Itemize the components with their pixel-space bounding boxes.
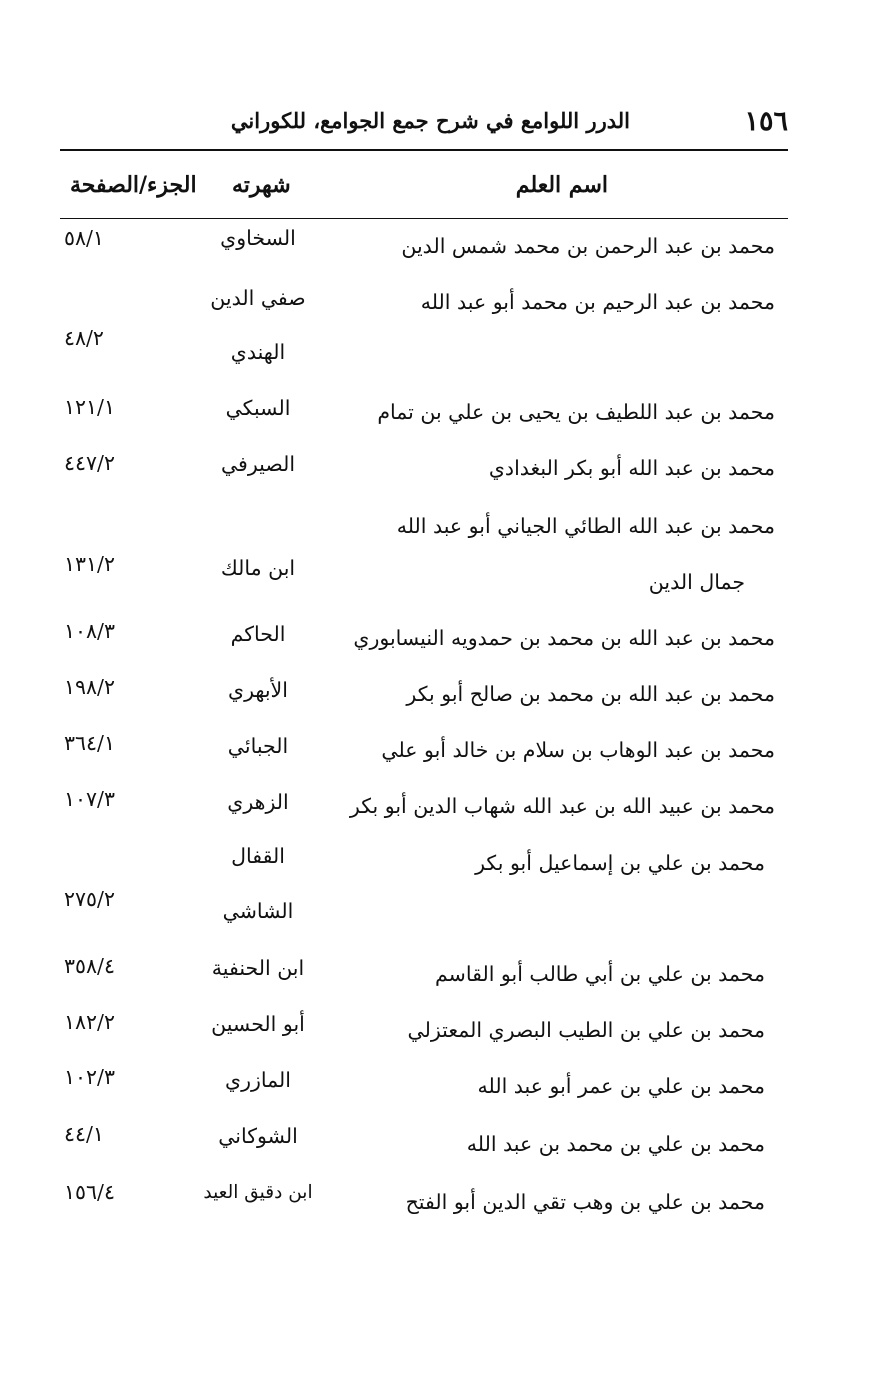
- row-fame: الجبائي: [227, 734, 289, 758]
- row-name: محمد بن عبد الله بن محمد بن حمدويه النيسابوري: [353, 626, 775, 650]
- row-page: ١٩٨/٢: [64, 675, 115, 699]
- row-fame: الزهري: [227, 790, 289, 814]
- row-name: محمد بن عبد الرحيم بن محمد أبو عبد الله: [420, 290, 775, 314]
- row-fame: صفي الدين: [210, 286, 306, 310]
- row-page: ١٠٨/٣: [64, 619, 115, 643]
- row-page: ٤٨/٢: [64, 326, 104, 350]
- row-fame: الشوكاني: [218, 1124, 298, 1148]
- running-header: [60, 104, 788, 144]
- row-fame: السبكي: [225, 396, 291, 420]
- row-page: ٣٦٤/١: [64, 731, 115, 755]
- row-fame: ابن دقيق العيد: [203, 1182, 313, 1203]
- row-page: ٤٤٧/٢: [64, 451, 115, 475]
- row-name: محمد بن عبد الله الطائي الجياني أبو عبد الله: [396, 514, 775, 538]
- row-name: محمد بن عبد الرحمن بن محمد شمس الدين: [401, 234, 775, 258]
- row-name: محمد بن علي بن محمد بن عبد الله: [466, 1132, 765, 1156]
- book-title: الدرر اللوامع في شرح جمع الجوامع، للكوراني: [230, 108, 630, 133]
- row-fame: القفال: [231, 844, 285, 868]
- row-fame: ابن مالك: [220, 556, 296, 580]
- column-header-fame: شهرته: [232, 172, 291, 198]
- row-fame: الصيرفي: [220, 452, 296, 476]
- row-page: ٣٥٨/٤: [64, 954, 115, 978]
- row-name: محمد بن عبد اللطيف بن يحيى بن علي بن تمام: [377, 400, 775, 424]
- row-name: محمد بن عبد الوهاب بن سلام بن خالد أبو علي: [381, 738, 775, 762]
- table-header-rule: [60, 218, 788, 219]
- row-page: ٥٨/١: [64, 226, 104, 250]
- row-name: محمد بن علي بن أبي طالب أبو القاسم: [435, 962, 765, 986]
- row-fame: ابن الحنفية: [211, 956, 305, 980]
- row-name: محمد بن علي بن إسماعيل أبو بكر: [475, 851, 765, 875]
- row-name: محمد بن عبيد الله بن عبد الله شهاب الدين أبو بكر: [349, 794, 775, 818]
- row-name: محمد بن علي بن الطيب البصري المعتزلي: [407, 1018, 765, 1042]
- row-name: محمد بن عبد الله أبو بكر البغدادي: [488, 456, 775, 480]
- row-page: ١٢١/١: [64, 395, 115, 419]
- column-header-name: اسم العلم: [515, 172, 608, 198]
- row-name: محمد بن علي بن وهب تقي الدين أبو الفتح: [405, 1190, 765, 1214]
- row-page: ١٥٦/٤: [64, 1180, 115, 1204]
- row-name-line2: جمال الدين: [648, 570, 745, 594]
- row-fame-line2: الشاشي: [222, 899, 294, 923]
- row-fame: أبو الحسين: [211, 1012, 305, 1036]
- row-name: محمد بن علي بن عمر أبو عبد الله: [477, 1074, 765, 1098]
- row-fame-line2: الهندي: [230, 340, 286, 364]
- row-fame: المازري: [225, 1068, 291, 1092]
- row-page: ١٨٢/٢: [64, 1010, 115, 1034]
- row-page: ١٠٧/٣: [64, 787, 115, 811]
- row-page: ١٣١/٢: [64, 552, 115, 576]
- row-page: ٢٧٥/٢: [64, 887, 115, 911]
- column-header-page: الجزء/الصفحة: [70, 172, 197, 198]
- row-page: ٤٤/١: [64, 1122, 104, 1146]
- header-rule: [60, 149, 788, 151]
- row-name: محمد بن عبد الله بن محمد بن صالح أبو بكر: [406, 682, 775, 706]
- row-fame: السخاوي: [220, 226, 296, 250]
- page-number: ١٥٦: [744, 106, 788, 137]
- row-page: ١٠٢/٣: [64, 1065, 115, 1089]
- row-fame: الحاكم: [230, 622, 286, 646]
- row-fame: الأبهري: [228, 678, 288, 702]
